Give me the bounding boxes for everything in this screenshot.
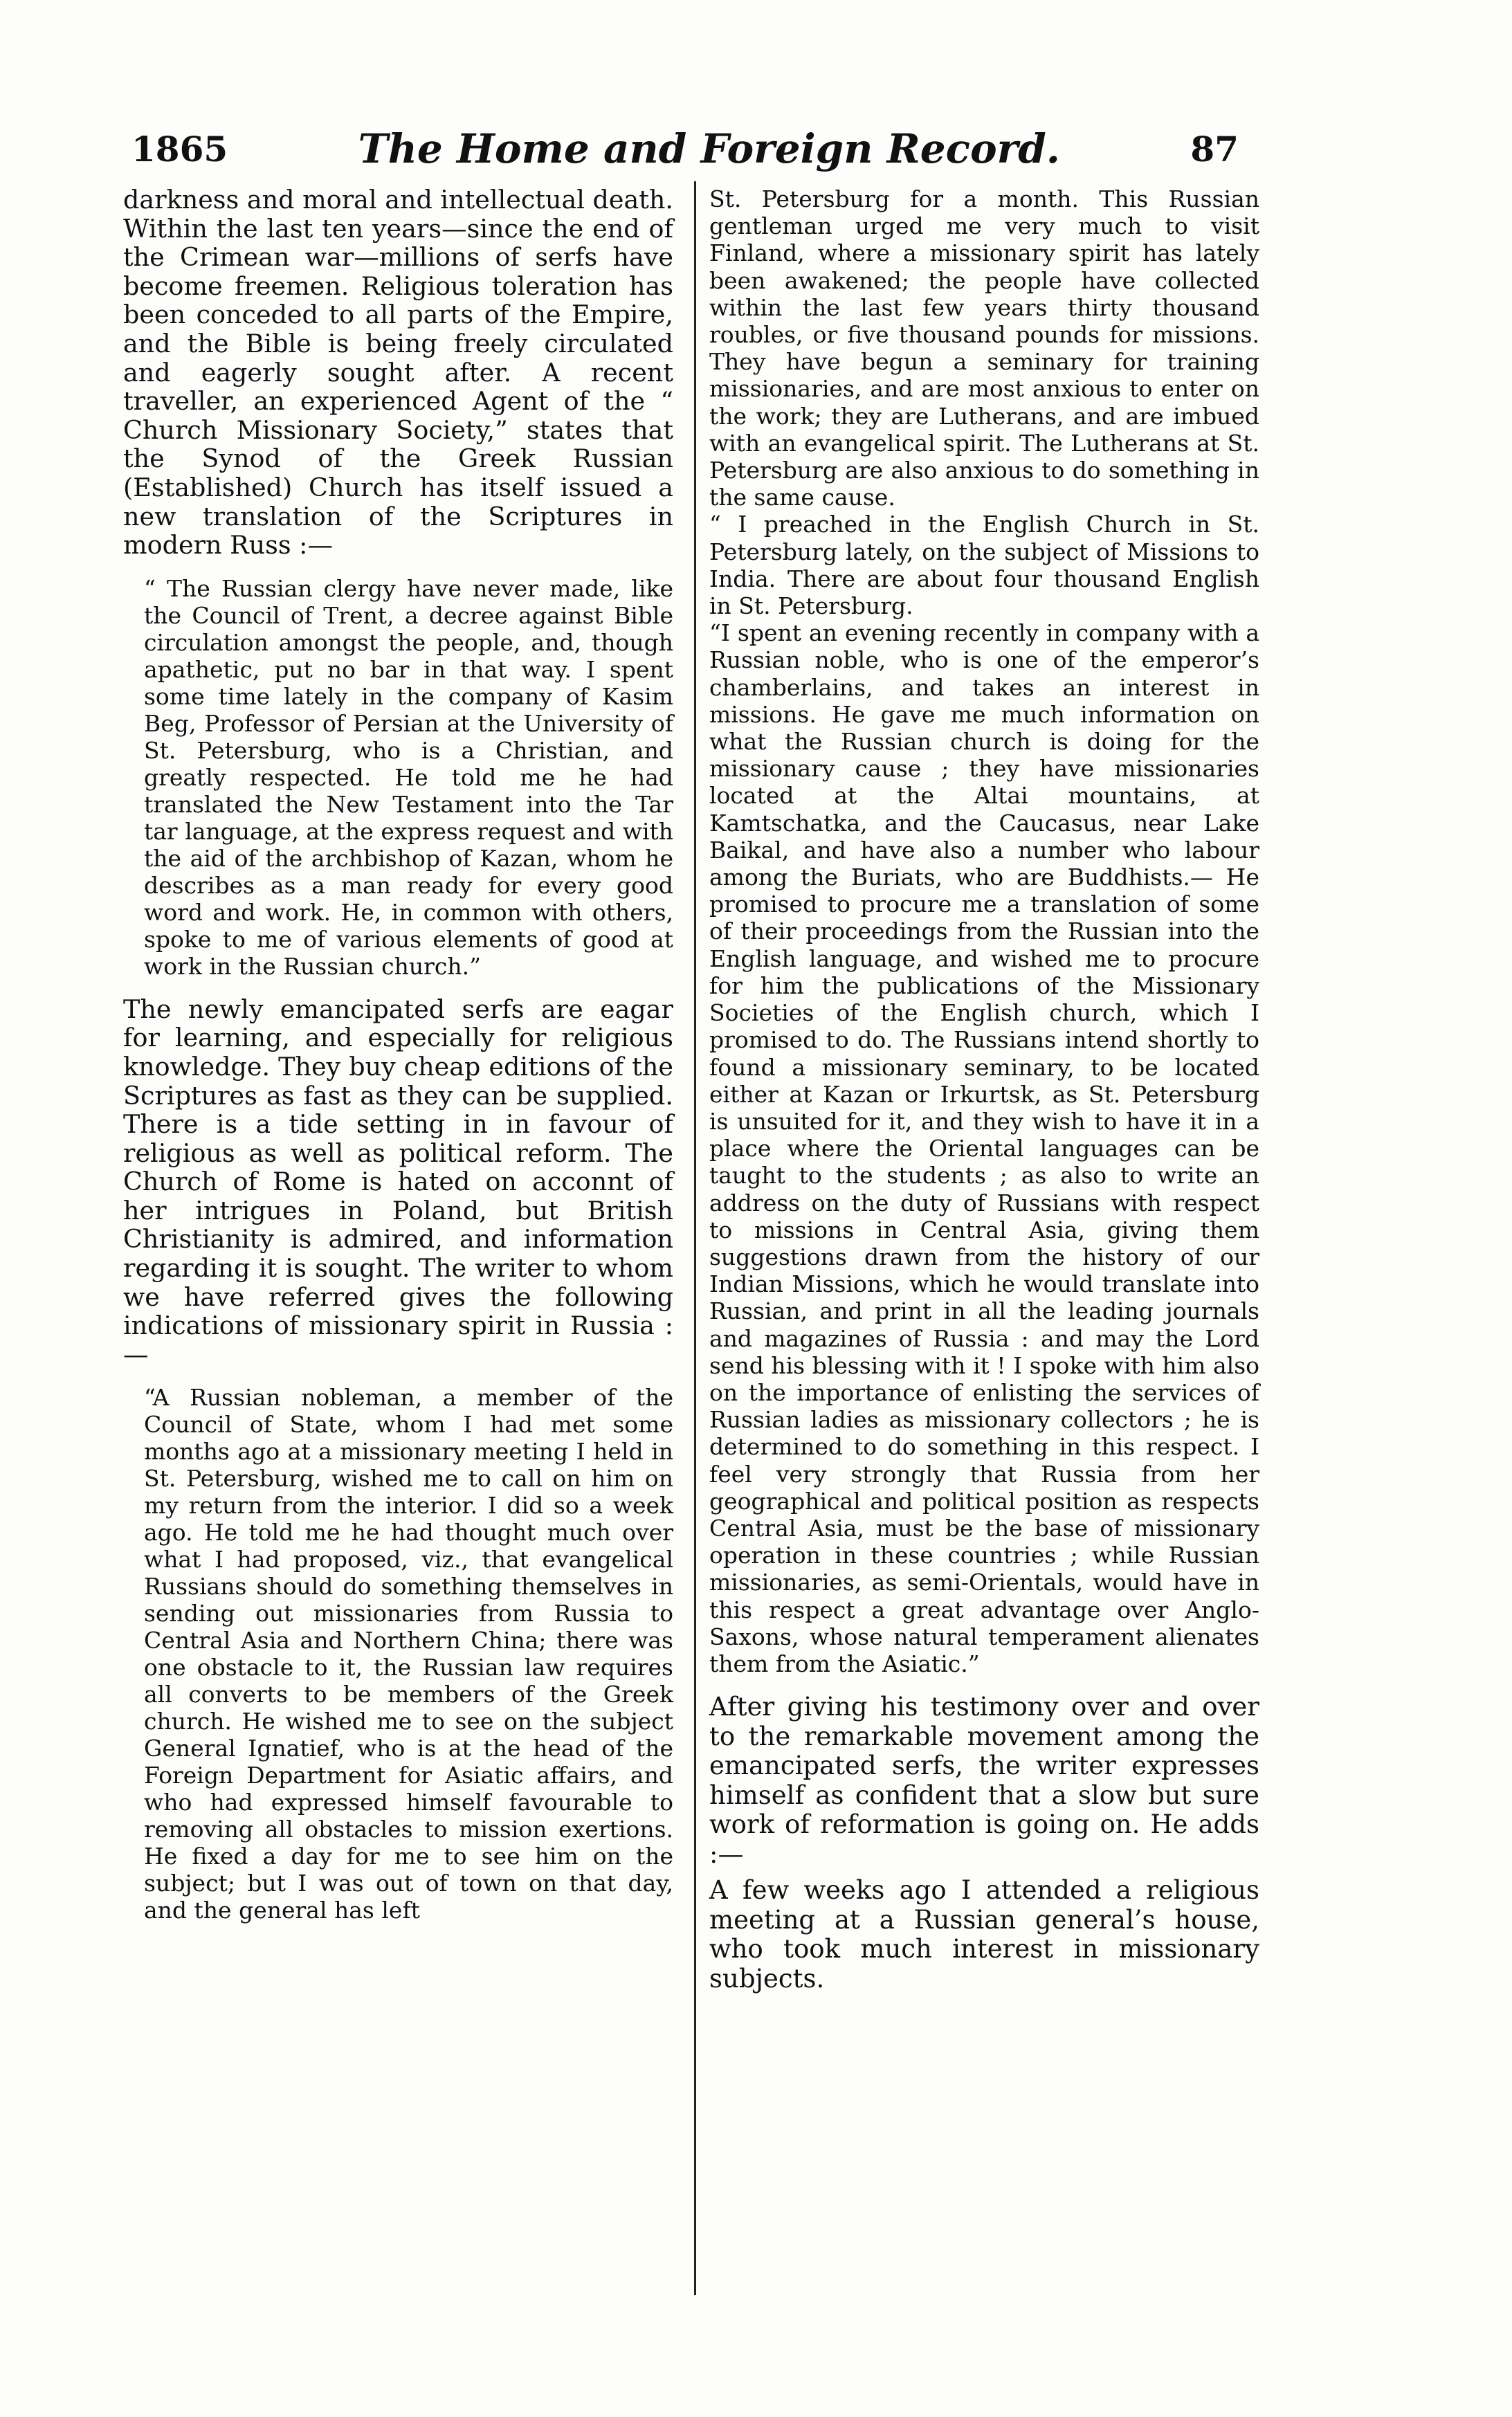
- paragraph-meeting: A few weeks ago I attended a religious meeting at a Russian general’s house, who took much interest in missionary subjects.: [709, 1875, 1259, 1994]
- left-column: [123, 185, 673, 1924]
- page-number: 87: [1190, 128, 1239, 170]
- quote-preached: “ I preached in the English Church in St. Petersburg lately, on the subject of Missions to India. There are about four thousand English in St. Petersburg.: [709, 511, 1259, 620]
- quote-nobleman: “A Russian nobleman, a member of the Council of State, whom I had met some months ago at a missionary meeting I held in St. Petersburg, wished me to call on him on my return from the interior. I did so a week ago. He told me he had thought much over what I had proposed, viz., that evangelical Russians should do something themselves in sending out missionaries from Russia to Central Asia and Northern China; there was one obstacle to it, the Russian law requires all converts to be members of the Greek church. He wished me to see on the subject General Ignatief, who is at the head of the Foreign Department for Asiatic affairs, and who had expressed himself favourable to removing all obstacles to mission exertions. He fixed a day for me to see him on the subject; but I was out of town on that day, and the general has left: [144, 1384, 673, 1924]
- quote-evening: “I spent an evening recently in company with a Russian noble, who is one of the emperor’s chamberlains, and takes an interest in missions. He gave me much information on what the Russian church is doing for the missionary cause ; they have missionaries located at the Altai mountains, at Kamtschatka, and the Caucasus, near Lake Baikal, and have also a number who labour among the Buriats, who are Buddhists.— He promised to procure me a translation of some of their proceedings from the Russian into the English language, and wished me to procure for him the publications of the Missionary Societies of the English church, which I promised to do. The Russians intend shortly to found a missionary seminary, to be located either at Kazan or Irkurtsk, as St. Petersburg is unsuited for it, and they wish to have it in a place where the Oriental languages can be taught to the students ; as also to write an address on the duty of Russians with respect to missions in Central Asia, giving them suggestions drawn from the history of our Indian Missions, which he would translate into Russian, and print in all the leading journals and magazines of Russia : and may the Lord send his blessing with it ! I spoke with him also on the importance of enlisting the services of Russian ladies as missionary collectors ; he is determined to do something in this respect. I feel very strongly that Russia from her geographical and political position as respects Central Asia, must be the base of missionary operation in these countries ; while Russian missionaries, as semi-Orientals, would have in this respect a great advantage over Anglo-Saxons, whose natural temperament alienates them from the Asiatic.”: [709, 619, 1259, 1677]
- header-year: 1865: [131, 128, 228, 170]
- journal-title: The Home and Foreign Record.: [358, 125, 1060, 172]
- paragraph-serfs: The newly emancipated serfs are eagar for learning, and especially for religious knowledge. They buy cheap editions of the Scriptures as fast as they can be supplied. There is a tide setting in in favour of religious as well as political reform. The Church of Rome is hated on acconnt of her intrigues in Poland, but British Christianity is admired, and information regarding it is sought. The writer to whom we have referred gives the following indications of missionary spirit in Russia :—: [123, 994, 673, 1369]
- paragraph-intro: darkness and moral and intellectual death. Within the last ten years—since the end of the Crimean war—millions of serfs have become freemen. Religious toleration has been conceded to all parts of the Empire, and the Bible is being freely circulated and eagerly sought after. A recent traveller, an experienced Agent of the “ Church Missionary Society,” states that the Synod of the Greek Russian (Established) Church has itself issued a new translation of the Scriptures in modern Russ :—: [123, 185, 673, 560]
- right-column: [709, 185, 1259, 1994]
- quote-clergy: “ The Russian clergy have never made, like the Council of Trent, a decree against Bible circulation amongst the people, and, though apathetic, put no bar in that way. I spent some time lately in the company of Kasim Beg, Professor of Persian at the University of St. Petersburg, who is a Christian, and greatly respected. He told me he had translated the New Testament into the Tar tar language, at the express request and with the aid of the archbishop of Kazan, whom he describes as a man ready for every good word and work. He, in common with others, spoke to me of various elements of good at work in the Russian church.”: [144, 574, 674, 980]
- page-header: [131, 125, 1239, 173]
- quote-nobleman-continued: St. Petersburg for a month. This Russian gentleman urged me very much to visit Finland, where a missionary spirit has lately been awakened; the people have collected within the last few years thirty thousand roubles, or five thousand pounds for missions. They have begun a seminary for training missionaries, and are most anxious to enter on the work; they are Lutherans, and are imbued with an evangelical spirit. The Lutherans at St. Petersburg are also anxious to do something in the same cause.: [709, 185, 1259, 511]
- column-divider: [694, 181, 696, 2295]
- paragraph-testimony: After giving his testimony over and over to the remarkable movement among the emancipated serfs, the writer expresses himself as confident that a slow but sure work of reformation is going on. He adds :—: [709, 1692, 1259, 1869]
